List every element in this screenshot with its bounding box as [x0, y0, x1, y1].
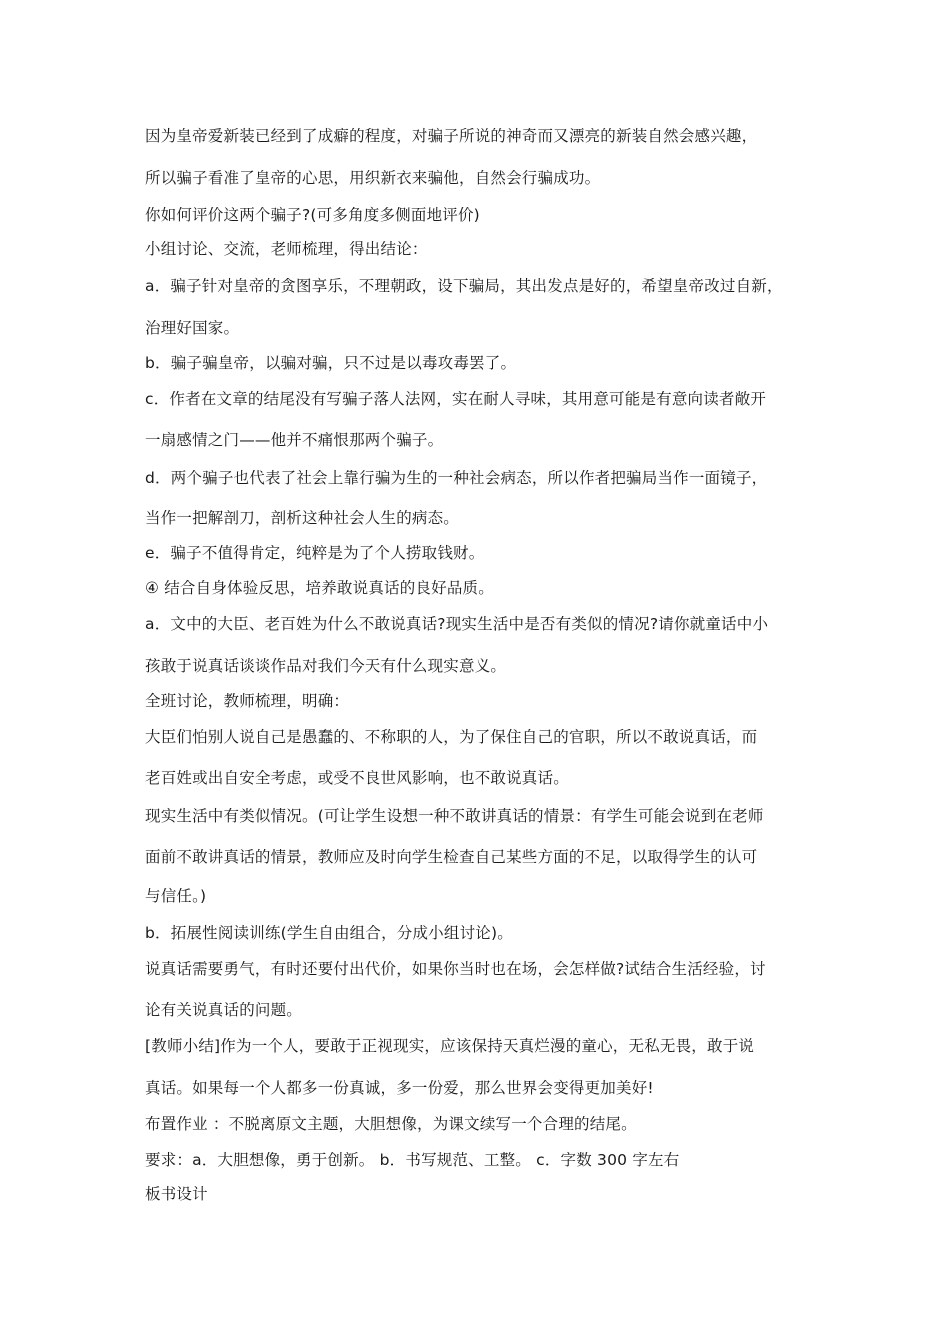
text-line: c．作者在文章的结尾没有写骗子落人法网，实在耐人寻味，其用意可能是有意向读者敞开: [145, 390, 767, 408]
text-line: 当作一把解剖刀，剖析这种社会人生的病态。: [145, 509, 460, 527]
text-line: 论有关说真话的问题。: [145, 1001, 303, 1019]
text-line: 布置作业 ：不脱离原文主题，大胆想像，为课文续写一个合理的结尾。: [145, 1115, 637, 1133]
text-line: 所以骗子看准了皇帝的心思，用织新衣来骗他，自然会行骗成功。: [145, 169, 601, 187]
text-line: a．文中的大臣、老百姓为什么不敢说真话?现实生活中是否有类似的情况?请你就童话中小: [145, 615, 769, 633]
text-line: 大臣们怕别人说自己是愚蠢的、不称职的人，为了保住自己的官职，所以不敢说真话，而: [145, 728, 758, 746]
text-line: 现实生活中有类似情况。(可让学生设想一种不敢讲真话的情景：有学生可能会说到在老师: [145, 807, 764, 825]
text-line: 你如何评价这两个骗子?(可多角度多侧面地评价): [145, 206, 480, 224]
text-line: 与信任。): [145, 887, 207, 905]
text-line: b．拓展性阅读训练(学生自由组合，分成小组讨论)。: [145, 924, 513, 942]
text-line: 一扇感情之门——他并不痛恨那两个骗子。: [145, 431, 444, 449]
text-line: 面前不敢讲真话的情景，教师应及时向学生检查自己某些方面的不足，以取得学生的认可: [145, 848, 758, 866]
text-line: a．骗子针对皇帝的贪图享乐，不理朝政，设下骗局，其出发点是好的，希望皇帝改过自新，: [145, 277, 783, 295]
text-line: 老百姓或出自安全考虑，或受不良世风影响，也不敢说真话。: [145, 769, 569, 787]
text-line: 板书设计: [145, 1185, 208, 1203]
text-line: 因为皇帝爱新装已经到了成癖的程度，对骗子所说的神奇而又漂亮的新装自然会感兴趣，: [145, 127, 758, 145]
text-line: ④ 结合自身体验反思，培养敢说真话的良好品质。: [145, 579, 494, 597]
text-line: 真话。如果每一个人都多一份真诚，多一份爱，那么世界会变得更加美好!: [145, 1079, 654, 1097]
text-line: 全班讨论，教师梳理，明确：: [145, 692, 350, 710]
text-line: e．骗子不值得肯定，纯粹是为了个人捞取钱财。: [145, 544, 485, 562]
text-line: 要求：a．大胆想像，勇于创新。 b．书写规范、工整。 c．字数 300 字左右: [145, 1151, 680, 1169]
text-line: b．骗子骗皇帝，以骗对骗，只不过是以毒攻毒罢了。: [145, 354, 517, 372]
text-line: [教师小结]作为一个人，要敢于正视现实，应该保持天真烂漫的童心，无私无畏，敢于说: [145, 1037, 755, 1055]
text-line: d．两个骗子也代表了社会上靠行骗为生的一种社会病态，所以作者把骗局当作一面镜子，: [145, 469, 768, 487]
text-line: 孩敢于说真话谈谈作品对我们今天有什么现实意义。: [145, 657, 507, 675]
text-line: 小组讨论、交流，老师梳理，得出结论：: [145, 240, 428, 258]
text-line: 说真话需要勇气，有时还要付出代价，如果你当时也在场，会怎样做?试结合生活经验，讨: [145, 960, 766, 978]
text-line: 治理好国家。: [145, 319, 240, 337]
